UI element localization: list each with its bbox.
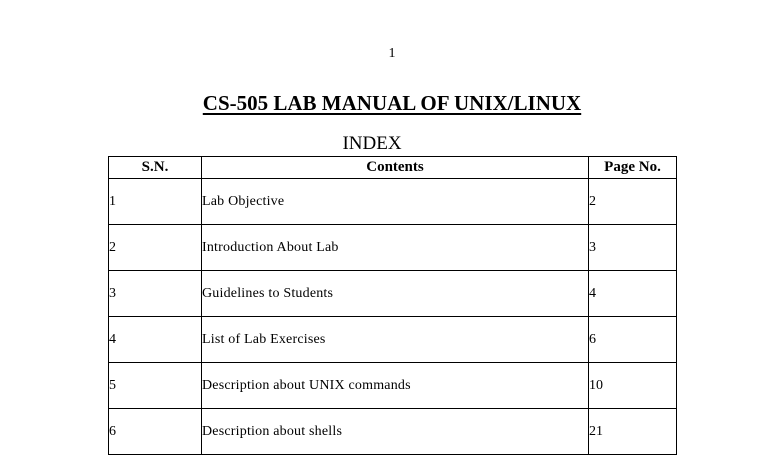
- table-row: [109, 225, 677, 271]
- header-contents: Contents: [202, 157, 589, 179]
- table-header-row: [109, 157, 677, 179]
- row-sn: 5: [109, 363, 202, 409]
- table-row: [109, 179, 677, 225]
- document-title: CS-505 LAB MANUAL OF UNIX/LINUX: [202, 91, 582, 115]
- row-sn: 2: [109, 225, 202, 271]
- row-sn: 6: [109, 409, 202, 455]
- row-sn: 1: [109, 179, 202, 225]
- row-content: Introduction About Lab: [202, 225, 589, 271]
- row-sn: 4: [109, 317, 202, 363]
- index-heading: INDEX: [342, 133, 402, 154]
- index-table: [108, 156, 677, 455]
- table-row: [109, 317, 677, 363]
- table-row: [109, 409, 677, 455]
- row-content: Description about UNIX commands: [202, 363, 589, 409]
- row-page: 10: [589, 363, 677, 409]
- row-page: 2: [589, 179, 677, 225]
- table-row: [109, 363, 677, 409]
- header-sn: S.N.: [109, 157, 202, 179]
- row-content: Guidelines to Students: [202, 271, 589, 317]
- row-page: 3: [589, 225, 677, 271]
- row-content: List of Lab Exercises: [202, 317, 589, 363]
- row-page: 6: [589, 317, 677, 363]
- row-sn: 3: [109, 271, 202, 317]
- table-row: [109, 271, 677, 317]
- header-page-no: Page No.: [589, 157, 677, 179]
- row-page: 21: [589, 409, 677, 455]
- row-content: Description about shells: [202, 409, 589, 455]
- page-number: 1: [388, 46, 396, 61]
- row-content: Lab Objective: [202, 179, 589, 225]
- row-page: 4: [589, 271, 677, 317]
